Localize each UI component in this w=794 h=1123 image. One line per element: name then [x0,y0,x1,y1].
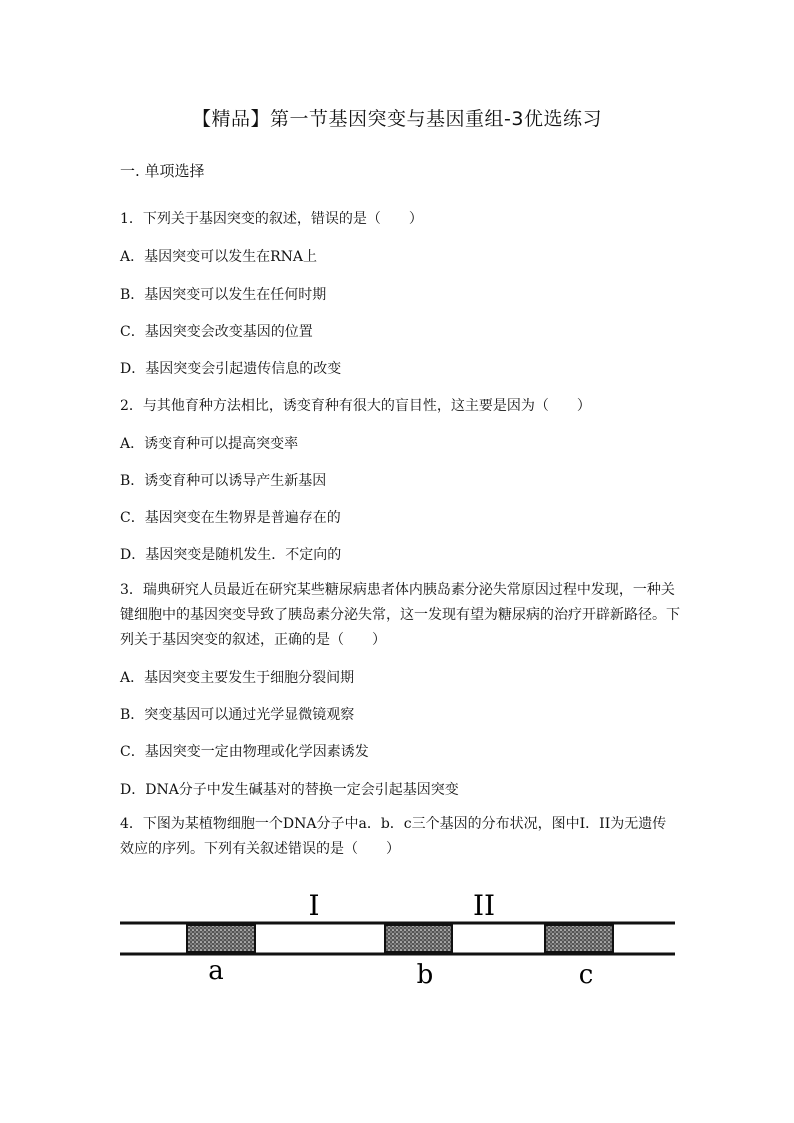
gene-label-c: c [578,960,594,990]
gene-c-block [545,925,613,952]
question-1-option-a: A．基因突变可以发生在RNA上 [120,249,318,265]
question-3-stem: 3．瑞典研究人员最近在研究某些糖尿病患者体内胰岛素分泌失常原因过程中发现，一种关键细胞中的基因突变导致了胰岛素分泌失常，这一发现有望为糖尿病的治疗开辟新路径。下列关于基因突变的叙述，正确的是（ ） [120,582,680,648]
question-3-option-d: D．DNA分子中发生碱基对的替换一定会引起基因突变 [120,782,459,798]
question-2-option-c: C．基因突变在生物界是普遍存在的 [120,510,341,526]
question-4-stem: 4．下图为某植物细胞一个DNA分子中a．b．c三个基因的分布状况，图中I．II为无遗传效应的序列。下列有关叙述错误的是（ ） [120,816,667,857]
question-3-option-a: A．基因突变主要发生于细胞分裂间期 [120,670,355,686]
question-2-option-b: B．诱变育种可以诱导产生新基因 [120,473,327,489]
dna-gene-diagram [120,885,680,990]
question-1-option-c: C．基因突变会改变基因的位置 [120,324,313,340]
question-3-option-b: B．突变基因可以通过光学显微镜观察 [120,707,355,723]
region-label-i: I [308,889,320,922]
question-1-stem: 1．下列关于基因突变的叙述，错误的是（ ） [120,211,423,227]
question-2-option-a: A．诱变育种可以提高突变率 [120,436,299,452]
question-1-option-b: B．基因突变可以发生在任何时期 [120,287,327,303]
gene-label-b: b [416,960,434,990]
page-title: 【精品】第一节基因突变与基因重组-3优选练习 [192,108,602,130]
question-3-option-c: C．基因突变一定由物理或化学因素诱发 [120,744,369,760]
section-heading: 一. 单项选择 [120,162,205,180]
gene-b-block [385,925,452,952]
gene-label-a: a [208,956,224,986]
question-2-option-d: D．基因突变是随机发生．不定向的 [120,547,342,563]
gene-a-block [187,925,255,952]
question-2-stem: 2．与其他育种方法相比，诱变育种有很大的盲目性，这主要是因为（ ） [120,398,591,414]
region-label-ii: II [472,889,496,922]
question-1-option-d: D．基因突变会引起遗传信息的改变 [120,361,342,377]
